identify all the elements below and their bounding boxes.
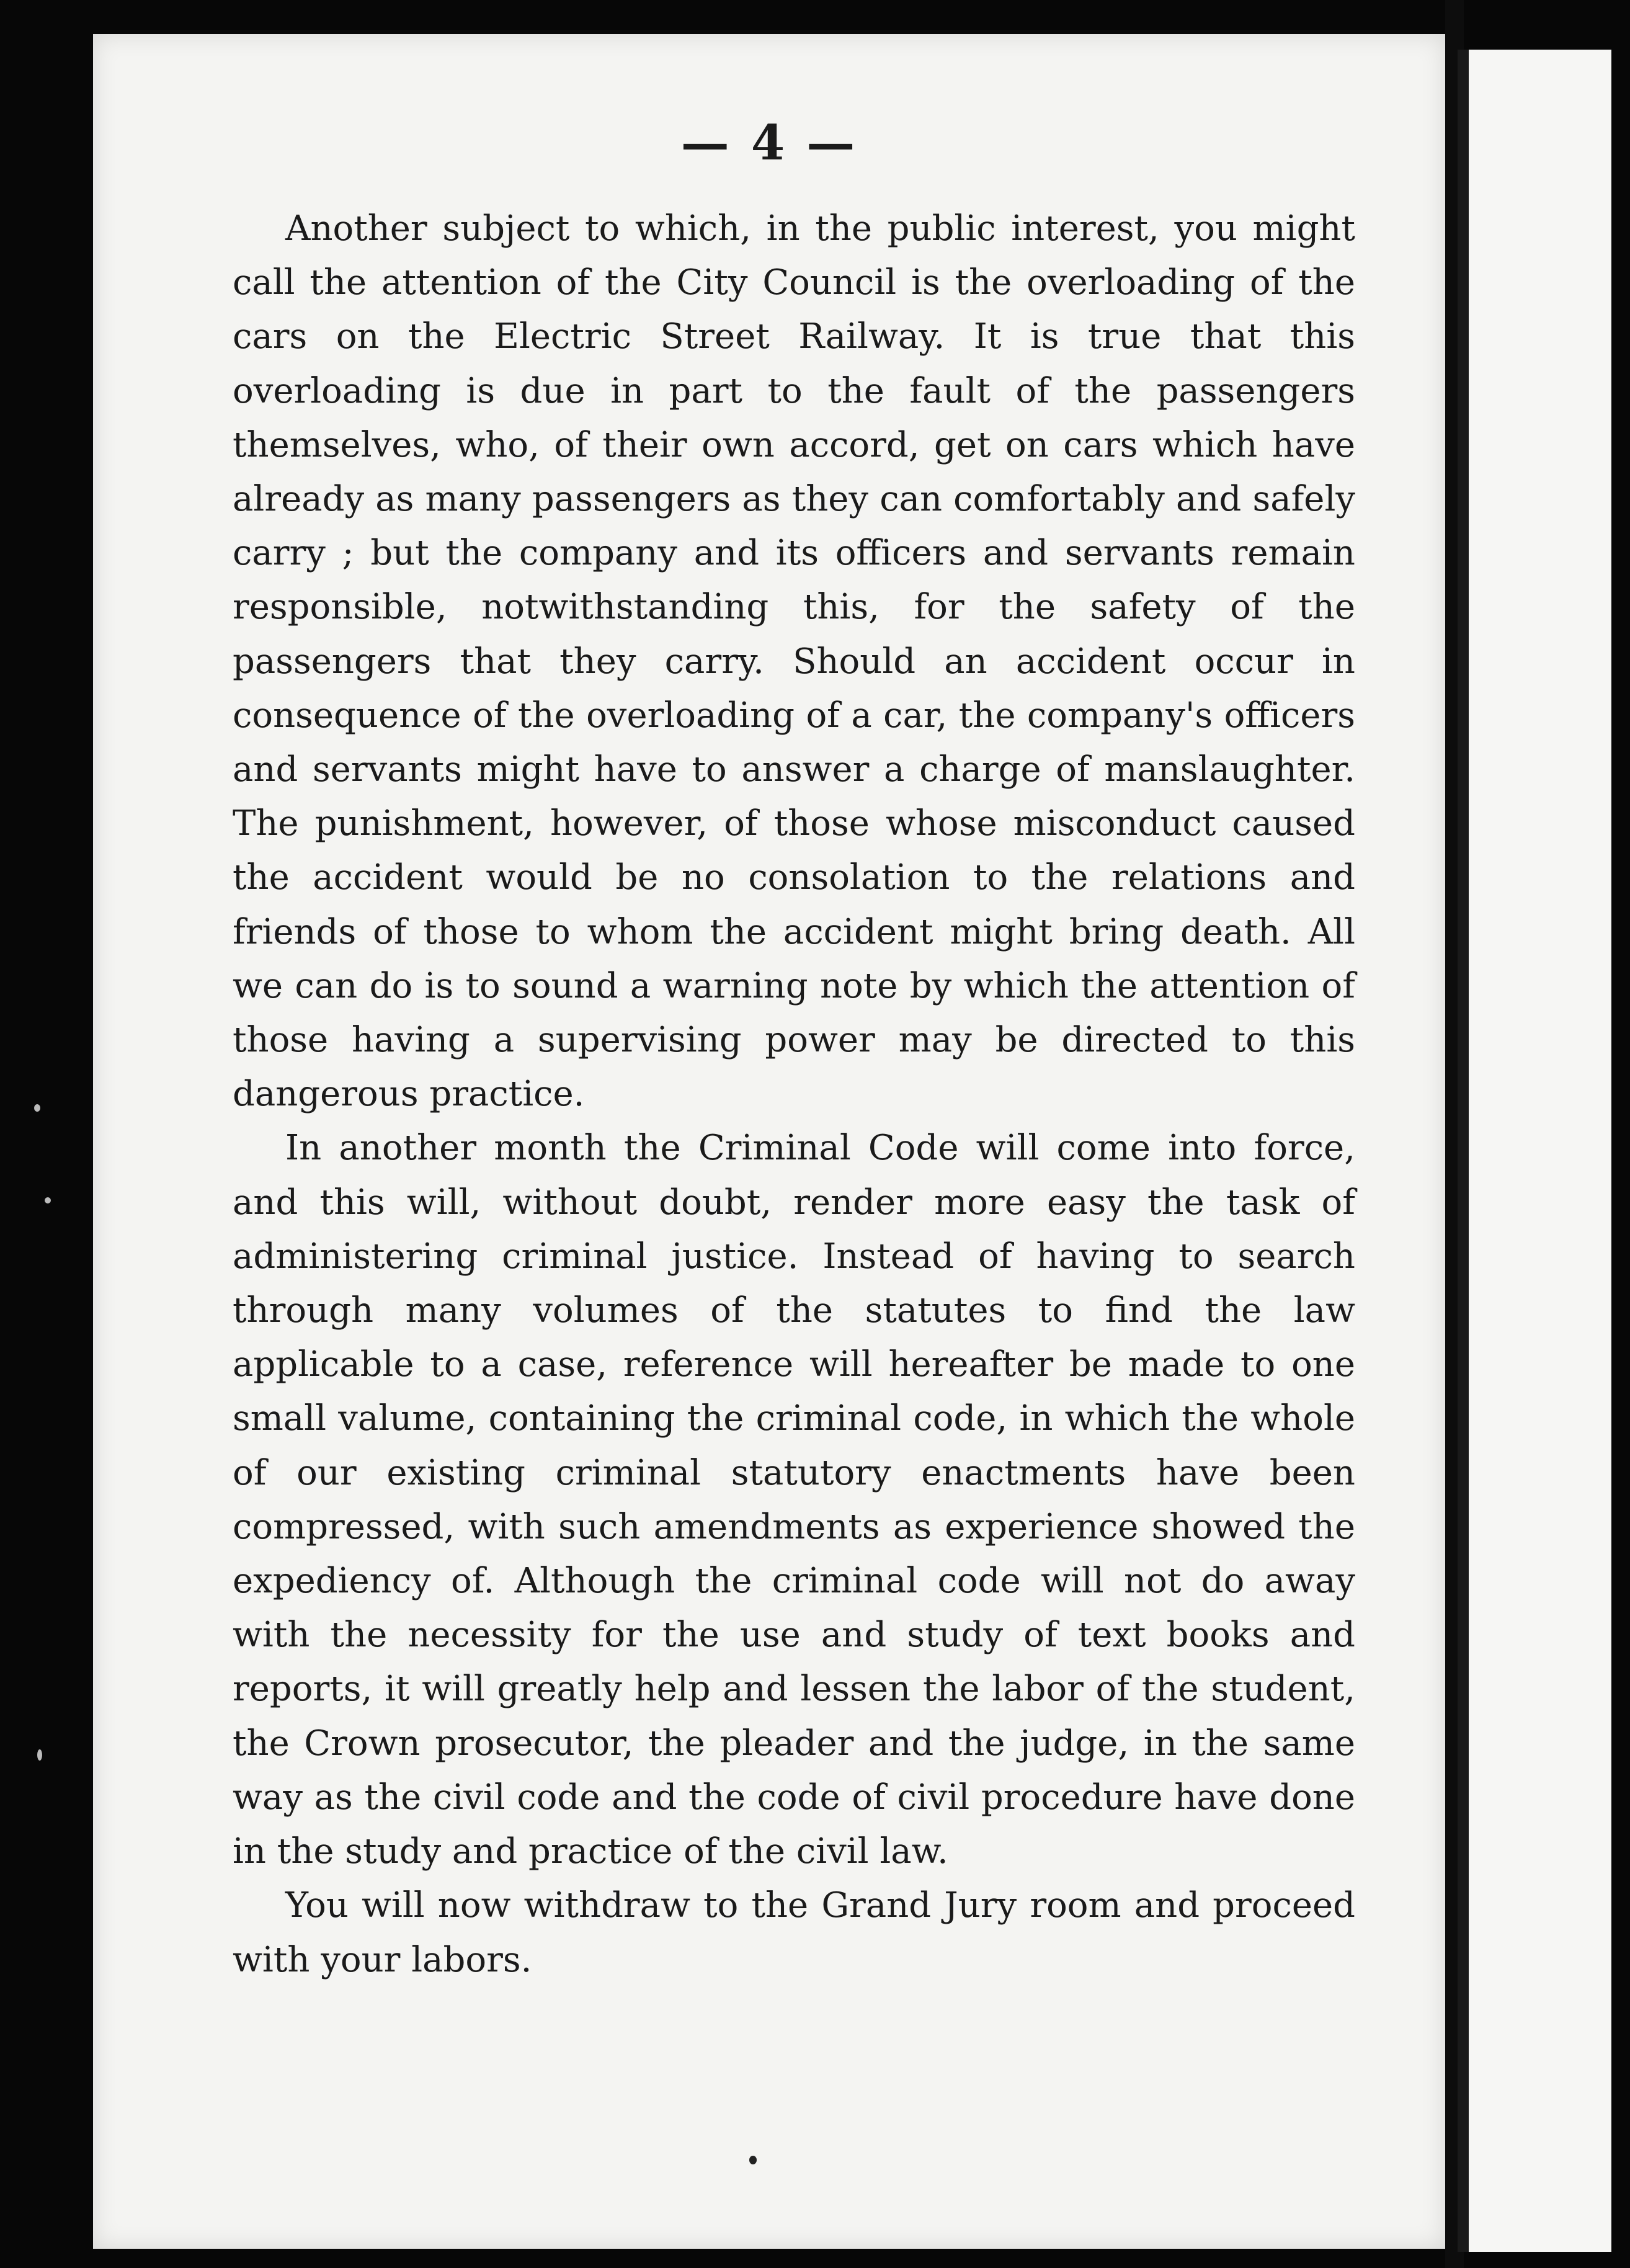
margin-speck <box>37 1749 42 1761</box>
adjacent-page-edge <box>1458 50 1611 2252</box>
page-number: — 4 — <box>680 115 858 171</box>
paragraph-criminal-code: In another month the Criminal Code will come into force, and this will, without doubt, render more easy the task of administering criminal justice. Instead of having to search through many volumes of the statutes to find the law applicable to a case, reference will hereafter be made to one small valume, containing the criminal code, in which the whole of our existing criminal statutory enactments have been compressed, with such amendments as experience showed the expediency of. Although the criminal code will not do away with the necessity for the use and study of text books and reports, it will greatly help and lessen the labor of the student, the Crown prosecutor, the pleader and the judge, in the same way as the civil code and the code of civil procedure have done in the study and practice of the civil law. <box>233 1128 1355 1872</box>
margin-speck <box>45 1197 51 1203</box>
ink-speck <box>749 2156 757 2164</box>
body-text <box>233 202 1355 1987</box>
paragraph-closing: You will now withdraw to the Grand Jury room and proceed with your labors. <box>233 1885 1355 1980</box>
document-page <box>93 34 1445 2249</box>
margin-speck <box>34 1104 40 1112</box>
paragraph-overloading: Another subject to which, in the public interest, you might call the attention of the City Council is the overloading of the cars on the Electric Street Railway. It is true that this overloading is due in part to the fault of the passengers themselves, who, of their own accord, get on cars which have already as many passengers as they can comfortably and safely carry ; but the company and its officers and servants remain responsible, notwithstanding this, for the safety of the passengers that they carry. Should an accident occur in consequence of the overloading of a car, the company's officers and servants might have to answer a charge of manslaughter. The punishment, however, of those whose misconduct caused the accident would be no consolation to the relations and friends of those to whom the accident might bring death. All we can do is to sound a warning note by which the attention of those having a supervising power may be directed to this dangerous practice. <box>233 208 1355 1115</box>
